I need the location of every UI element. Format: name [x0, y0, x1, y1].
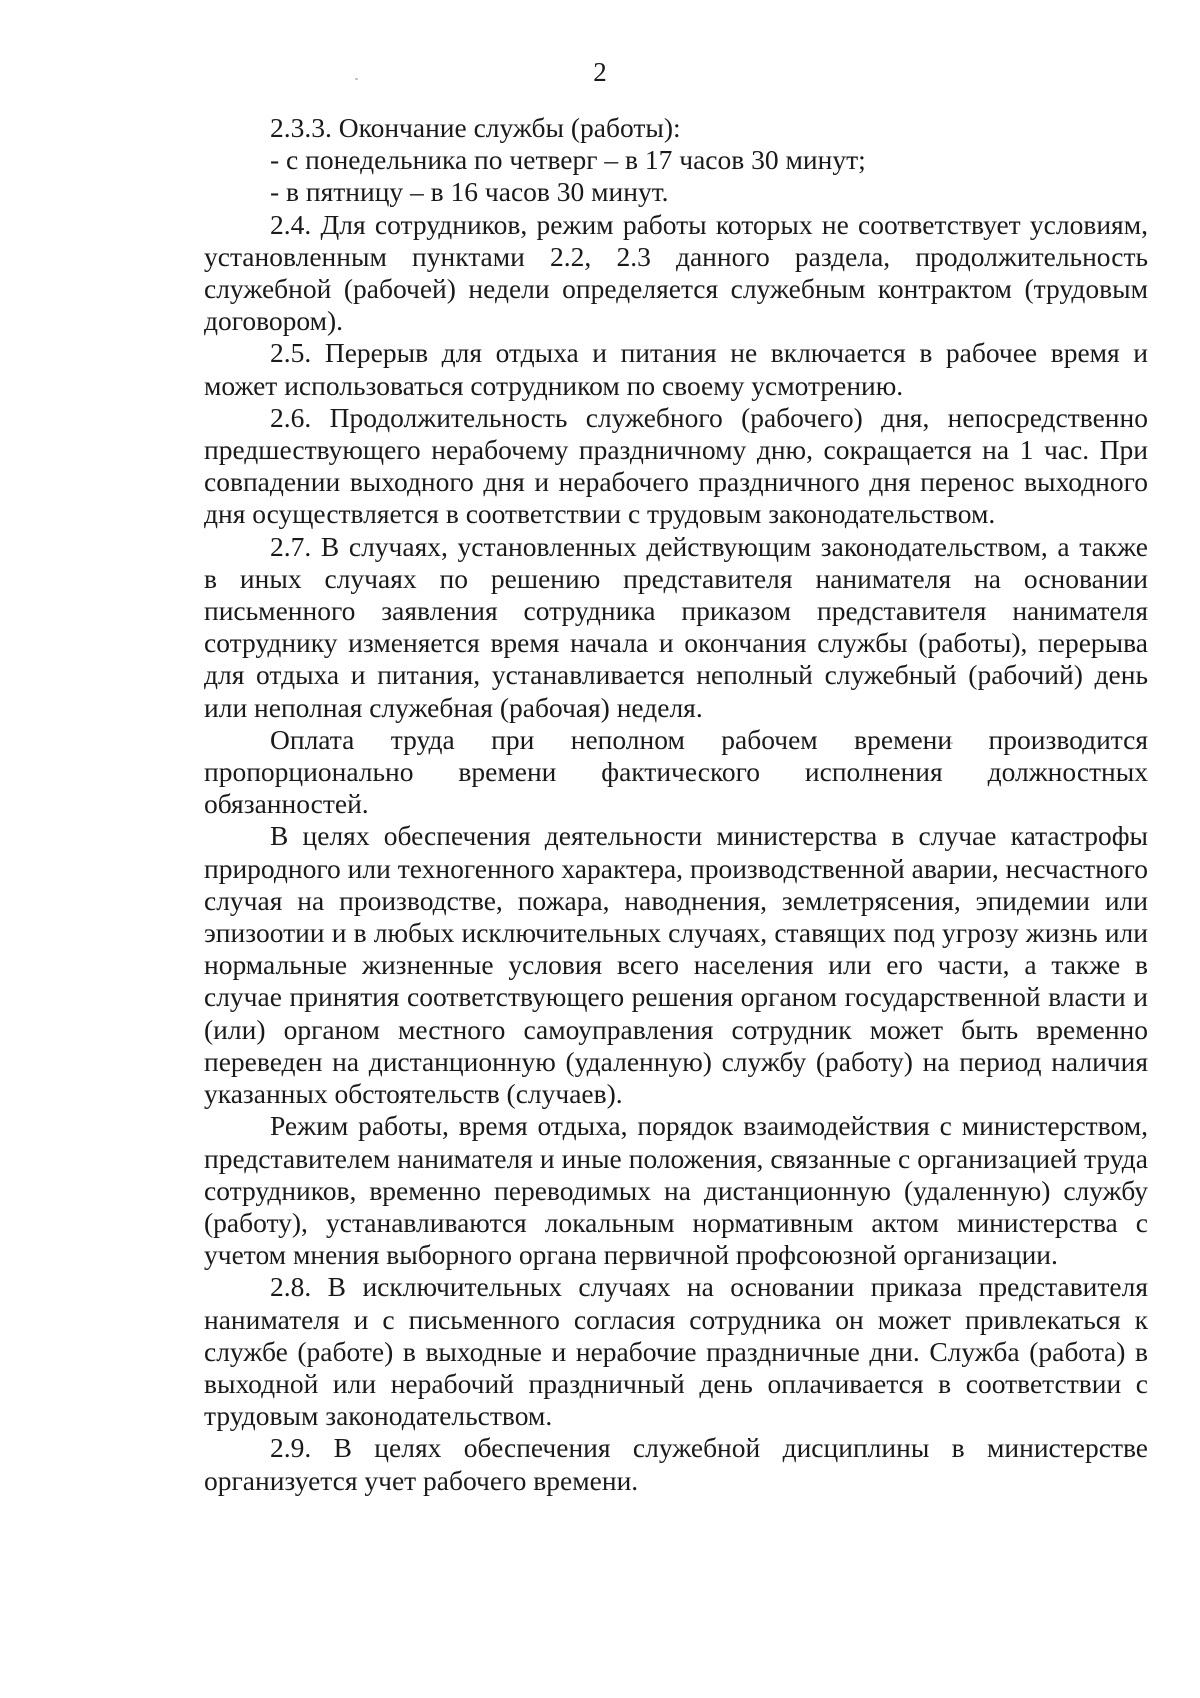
- paragraph-2-5: 2.5. Перерыв для отдыха и питания не включается в рабочее время и может использоваться сотрудником по своему усмотрению.: [204, 337, 1148, 401]
- paragraph-2-6: 2.6. Продолжительность служебного (рабочего) дня, непосредственно предшествующего нерабочему праздничному дню, сокращается на 1 час. При совпадении выходного дня и нерабочего праздничного дня перенос выходного дня осуществляется в соответствии с трудовым законодательством.: [204, 401, 1148, 530]
- paragraph-2-7-remote-regime: Режим работы, время отдыха, порядок взаимодействия с министерством, представителем нанимателя и иные положения, связанные с организацией труда сотрудников, временно переводимых на дистанционную (удаленную) службу (работу), устанавливаются локальным нормативным актом министерства с учетом мнения выборного органа первичной профсоюзной организации.: [204, 1110, 1148, 1271]
- paragraph-2-7-payment: Оплата труда при неполном рабочем времени производится пропорционально времени фактического исполнения должностных обязанностей.: [204, 723, 1148, 820]
- paragraph-2-8: 2.8. В исключительных случаях на основании приказа представителя нанимателя и с письменного согласия сотрудника он может привлекаться к службе (работе) в выходные и нерабочие праздничные дни. Служба (работа) в выходной или нерабочий праздничный день оплачивается в соответствии с трудовым законодательством.: [204, 1271, 1148, 1432]
- paragraph-2-3-3-heading: 2.3.3. Окончание службы (работы):: [270, 112, 681, 143]
- paragraph-2-7: 2.7. В случаях, установленных действующим законодательством, а также в иных случаях по решению представителя нанимателя на основании письменного заявления сотрудника приказом представителя нанимателя сотруднику изменяется время начала и окончания службы (работы), перерыва для отдыха и питания, устанавливается неполный служебный (рабочий) день или неполная служебная (рабочая) неделя.: [204, 530, 1148, 723]
- paragraph-2-3-3-item-1: - с понедельника по четверг – в 17 часов 30 минут;: [270, 144, 866, 176]
- paragraph-2-3-3-item-2: - в пятницу – в 16 часов 30 минут.: [270, 176, 669, 208]
- paragraph-2-9: 2.9. В целях обеспечения служебной дисциплины в министерстве организуется учет рабочего времени.: [204, 1432, 1148, 1496]
- document-body: [204, 112, 1148, 1497]
- paragraph-2-7-remote-work: В целях обеспечения деятельности министерства в случае катастрофы природного или техногенного характера, производственной аварии, несчастного случая на производстве, пожара, наводнения, землетрясения, эпидемии или эпизоотии и в любых исключительных случаях, ставящих под угрозу жизнь или нормальные жизненные условия всего населения или его части, а также в случае принятия соответствующего решения органом государственной власти и (или) органом местного самоуправления сотрудник может быть временно переведен на дистанционную (удаленную) службу (работу) на период наличия указанных обстоятельств (случаев).: [204, 820, 1148, 1110]
- paragraph-2-4: 2.4. Для сотрудников, режим работы которых не соответствует условиям, установленным пунктами 2.2, 2.3 данного раздела, продолжительность служебной (рабочей) недели определяется служебным контрактом (трудовым договором).: [204, 208, 1148, 337]
- page-number: 2: [593, 57, 607, 87]
